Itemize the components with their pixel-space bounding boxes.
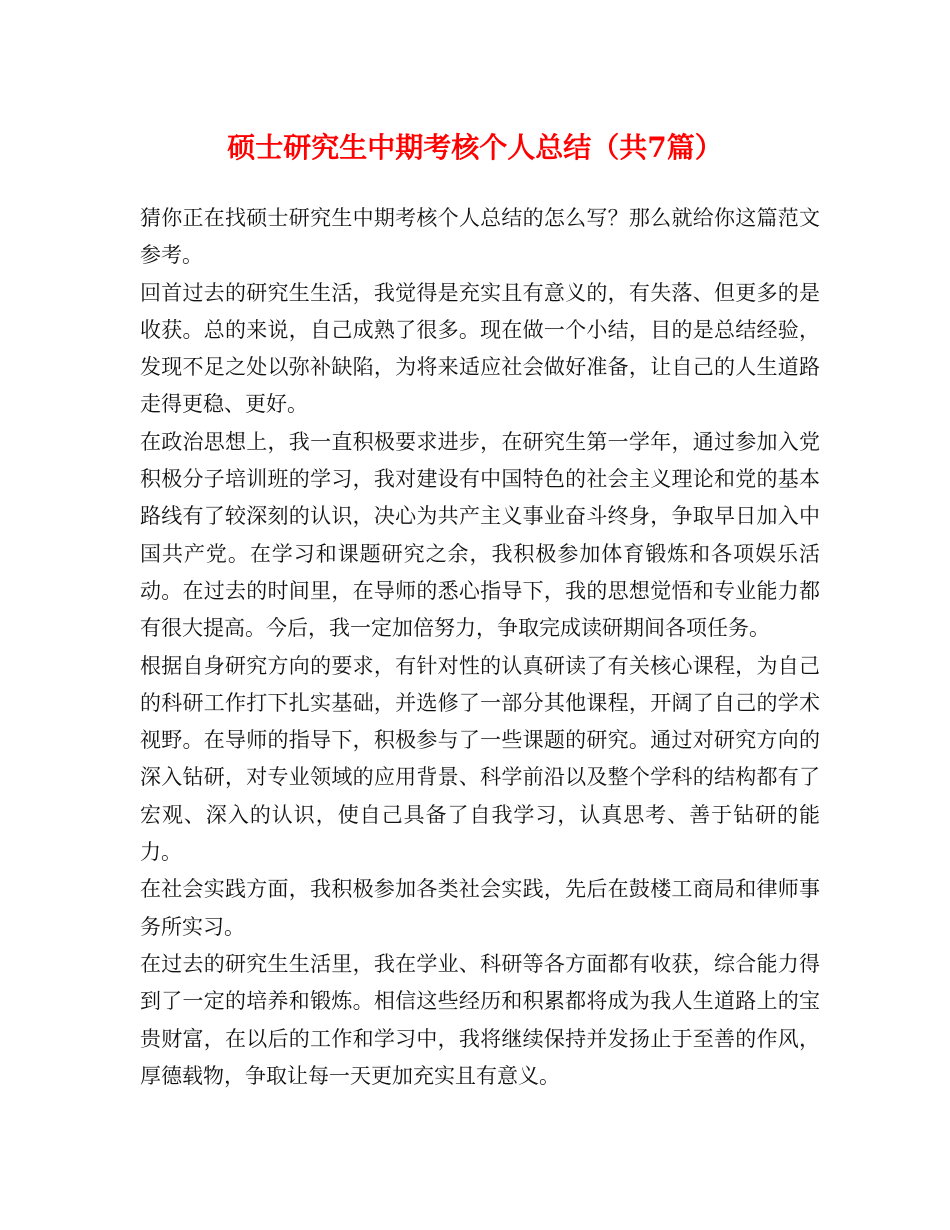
document-title: 硕士研究生中期考核个人总结（共7篇） [227, 131, 723, 164]
paragraph-political: 在政治思想上，我一直积极要求进步，在研究生第一学年，通过参加入党积极分子培训班的学习，我对建设有中国特色的社会主义理论和党的基本路线有了较深刻的认识，决心为共产主义事业奋斗终身，争取早日加入中国共产党。在学习和课题研究之余，我积极参加体育锻炼和各项娱乐活动。在过去的时间里，在导师的悉心指导下，我的思想觉悟和专业能力都有很大提高。今后，我一定加倍努力，争取完成读研期间各项任务。 [140, 429, 820, 641]
paragraph-conclusion: 在过去的研究生生活里，我在学业、科研等各方面都有收获，综合能力得到了一定的培养和锻炼。相信这些经历和积累都将成为我人生道路上的宝贵财富，在以后的工作和学习中，我将继续保持并发扬止于至善的作风，厚德载物，争取让每一天更加充实且有意义。 [140, 951, 820, 1088]
paragraph-study: 根据自身研究方向的要求，有针对性的认真研读了有关核心课程，为自己的科研工作打下扎实基础，并选修了一部分其他课程，开阔了自己的学术视野。在导师的指导下，积极参与了一些课题的研究。通过对研究方向的深入钻研，对专业领域的应用背景、科学前沿以及整个学科的结构都有了宏观、深入的认识，使自己具备了自我学习，认真思考、善于钻研的能力。 [140, 653, 820, 865]
paragraph-intro: 猜你正在找硕士研究生中期考核个人总结的怎么写？那么就给你这篇范文参考。 [140, 206, 820, 268]
document-body [140, 200, 820, 1095]
paragraph-review: 回首过去的研究生生活，我觉得是充实且有意义的，有失落、但更多的是收获。总的来说，自己成熟了很多。现在做一个小结，目的是总结经验，发现不足之处以弥补缺陷，为将来适应社会做好准备，让自己的人生道路走得更稳、更好。 [140, 280, 820, 417]
paragraph-practice: 在社会实践方面，我积极参加各类社会实践，先后在鼓楼工商局和律师事务所实习。 [140, 877, 820, 939]
